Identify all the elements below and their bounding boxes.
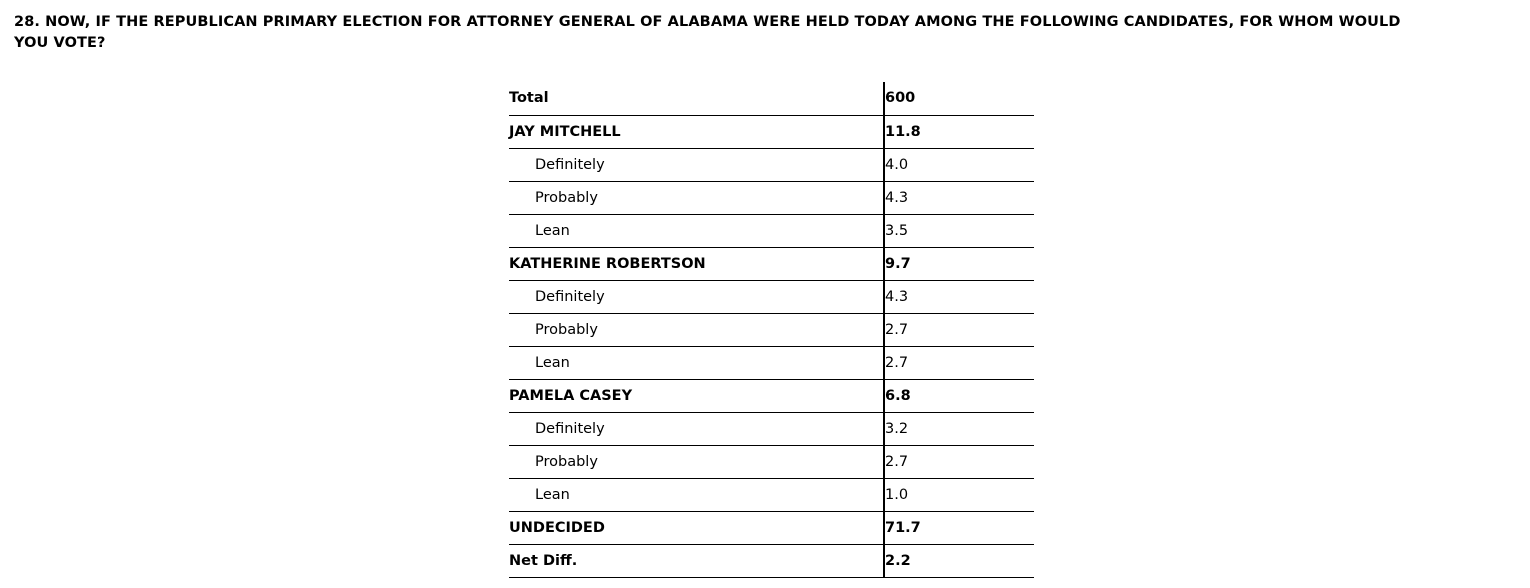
table-row bbox=[509, 445, 1034, 478]
table-row bbox=[509, 412, 1034, 445]
table-row bbox=[509, 214, 1034, 247]
table-cell-label: Total bbox=[509, 82, 884, 115]
table-row bbox=[509, 379, 1034, 412]
table-row bbox=[509, 280, 1034, 313]
table-cell-value: 2.2 bbox=[884, 544, 1034, 577]
table-cell-label: Lean bbox=[509, 478, 884, 511]
table-cell-label: KATHERINE ROBERTSON bbox=[509, 247, 884, 280]
table-row bbox=[509, 511, 1034, 544]
poll-table-container bbox=[14, 82, 1516, 578]
table-cell-label: Definitely bbox=[509, 280, 884, 313]
table-cell-label: Lean bbox=[509, 214, 884, 247]
question-heading: 28. NOW, IF THE REPUBLICAN PRIMARY ELECTION FOR ATTORNEY GENERAL OF ALABAMA WERE HELD TODAY AMONG THE FOLLOWING CANDIDATES, FOR WHOM WOULD YOU VOTE? bbox=[14, 14, 1401, 52]
table-row bbox=[509, 313, 1034, 346]
table-cell-label: PAMELA CASEY bbox=[509, 379, 884, 412]
poll-table-body bbox=[509, 82, 1034, 577]
table-cell-label: UNDECIDED bbox=[509, 511, 884, 544]
table-cell-label: JAY MITCHELL bbox=[509, 115, 884, 148]
table-row bbox=[509, 181, 1034, 214]
table-cell-value: 1.0 bbox=[884, 478, 1034, 511]
table-cell-label: Probably bbox=[509, 181, 884, 214]
table-cell-label: Lean bbox=[509, 346, 884, 379]
table-cell-label: Probably bbox=[509, 445, 884, 478]
table-row bbox=[509, 115, 1034, 148]
table-row bbox=[509, 346, 1034, 379]
table-cell-value: 11.8 bbox=[884, 115, 1034, 148]
table-cell-value: 3.5 bbox=[884, 214, 1034, 247]
table-row bbox=[509, 82, 1034, 115]
table-row bbox=[509, 478, 1034, 511]
table-cell-label: Probably bbox=[509, 313, 884, 346]
table-cell-value: 9.7 bbox=[884, 247, 1034, 280]
table-cell-value: 600 bbox=[884, 82, 1034, 115]
table-cell-value: 4.0 bbox=[884, 148, 1034, 181]
table-cell-value: 3.2 bbox=[884, 412, 1034, 445]
table-cell-label: Net Diff. bbox=[509, 544, 884, 577]
table-cell-value: 71.7 bbox=[884, 511, 1034, 544]
table-row bbox=[509, 544, 1034, 577]
poll-results-table bbox=[509, 82, 1034, 578]
table-row bbox=[509, 148, 1034, 181]
table-cell-label: Definitely bbox=[509, 412, 884, 445]
table-cell-label: Definitely bbox=[509, 148, 884, 181]
table-cell-value: 4.3 bbox=[884, 280, 1034, 313]
table-row bbox=[509, 247, 1034, 280]
table-cell-value: 2.7 bbox=[884, 346, 1034, 379]
table-cell-value: 2.7 bbox=[884, 445, 1034, 478]
table-cell-value: 4.3 bbox=[884, 181, 1034, 214]
table-cell-value: 6.8 bbox=[884, 379, 1034, 412]
table-cell-value: 2.7 bbox=[884, 313, 1034, 346]
